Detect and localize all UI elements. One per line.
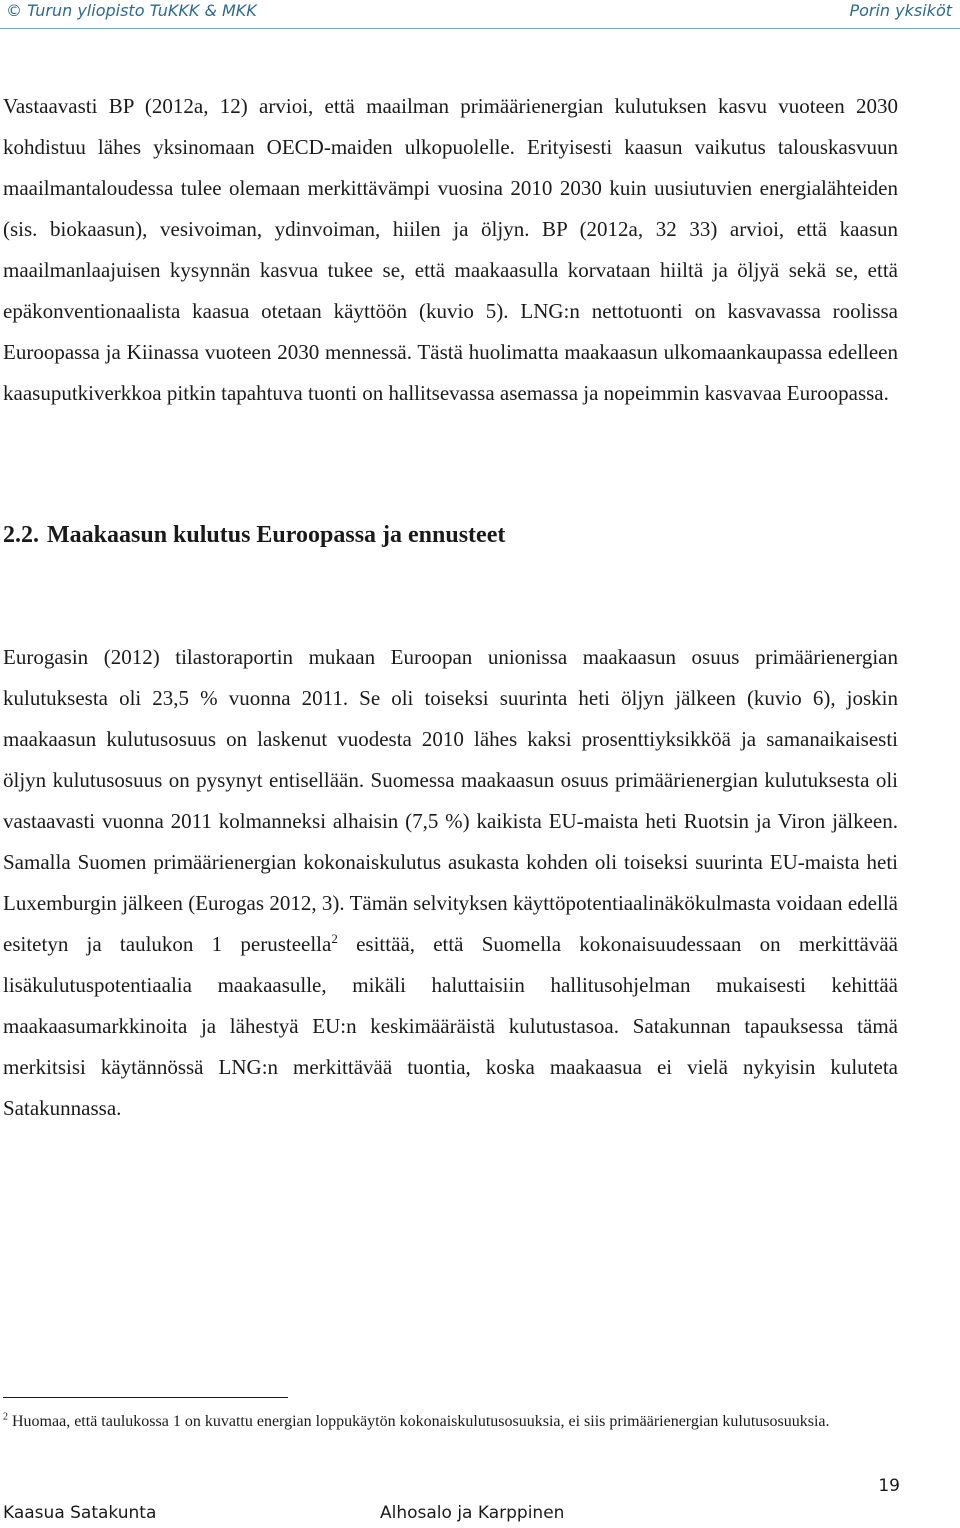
footer-title: Kaasua Satakunta [3,1503,157,1523]
footer-authors: Alhosalo ja Karppinen [380,1503,565,1523]
paragraph-2-part-2: esittää, että Suomella kokonaisuudessaan on merkittävää lisäkulutuspotentiaalia maakaasulle, mikäli haluttaisiin hallitusohjelman mukaisesti kehittää maakaasumarkkinoita ja lähestyä EU:n keskimääräistä kulutustasoa. Satakunnan tapauksessa tämä merkitsisi käytännössä LNG:n merkittävää tuontia, koska maakaasua ei vielä nykyisin kuluteta Satakunnassa. [3,932,898,1120]
body-paragraph-1: Vastaavasti BP (2012a, 12) arvioi, että maailman primäärienergian kulutuksen kasvu vuoteen 2030 kohdistuu lähes yksinomaan OECD-maiden ulkopuolelle. Erityisesti kaasun vaikutus talouskasvuun maailmantaloudessa tulee olemaan merkittävämpi vuosina 2010 2030 kuin uusiutuvien energialähteiden (sis. biokaasun), vesivoiman, ydinvoiman, hiilen ja öljyn. BP (2012a, 32 33) arvioi, että kaasun maailmanlaajuisen kysynnän kasvua tukee se, että maakaasulla korvataan hiiltä ja öljyä sekä se, että epäkonventionaalista kaasua otetaan käyttöön (kuvio 5). LNG:n nettotuonti on kasvavassa roolissa Euroopassa ja Kiinassa vuoteen 2030 mennessä. Tästä huolimatta maakaasun ulkomaankaupassa edelleen kaasuputkiverkkoa pitkin tapahtuva tuonti on hallitsevassa asemassa ja nopeimmin kasvavaa Euroopassa. [3,94,898,405]
footnote-text: Huomaa, että taulukossa 1 on kuvattu energian loppukäytön kokonaiskulutusosuuksia, ei siis primäärienergian kulutusosuuksia. [12,1413,830,1430]
footnote [3,1410,898,1433]
footnote-reference[interactable]: 2 [331,931,338,946]
page-header [0,0,960,24]
section-title: Maakaasun kulutus Euroopassa ja ennusteet [47,522,506,548]
body-paragraph-2 [3,637,898,1129]
paragraph-2-part-1: Eurogasin (2012) tilastoraportin mukaan Euroopan unionissa maakaasun osuus primäärienergian kulutuksesta oli 23,5 % vuonna 2011. Se oli toiseksi suurinta heti öljyn jälkeen (kuvio 6), joskin maakaasun kulutusosuus on laskenut vuodesta 2010 lähes kaksi prosenttiyksikköä ja samanaikaisesti öljyn kulutusosuus on pysynyt entisellään. Suomessa maakaasun osuus primäärienergian kulutuksesta oli vastaavasti vuonna 2011 kolmanneksi alhaisin (7,5 %) kaikista EU-maista heti Ruotsin ja Viron jälkeen. Samalla Suomen primäärienergian kokonaiskulutus asukasta kohden oli toiseksi suurinta EU-maista heti Luxemburgin jälkeen (Eurogas 2012, 3). Tämän selvityksen käyttöpotentiaalinäkökulmasta voidaan edellä esitetyn ja taulukon 1 perusteella [3,645,898,956]
footnote-number: 2 [3,1411,8,1423]
header-unit: Porin yksiköt [849,1,952,20]
header-institution: © Turun yliopisto TuKKK & MKK [6,1,257,20]
header-divider [0,28,960,29]
page-number: 19 [878,1476,900,1496]
section-heading [3,515,505,556]
footnote-divider [3,1397,288,1398]
section-number: 2.2. [3,522,39,548]
